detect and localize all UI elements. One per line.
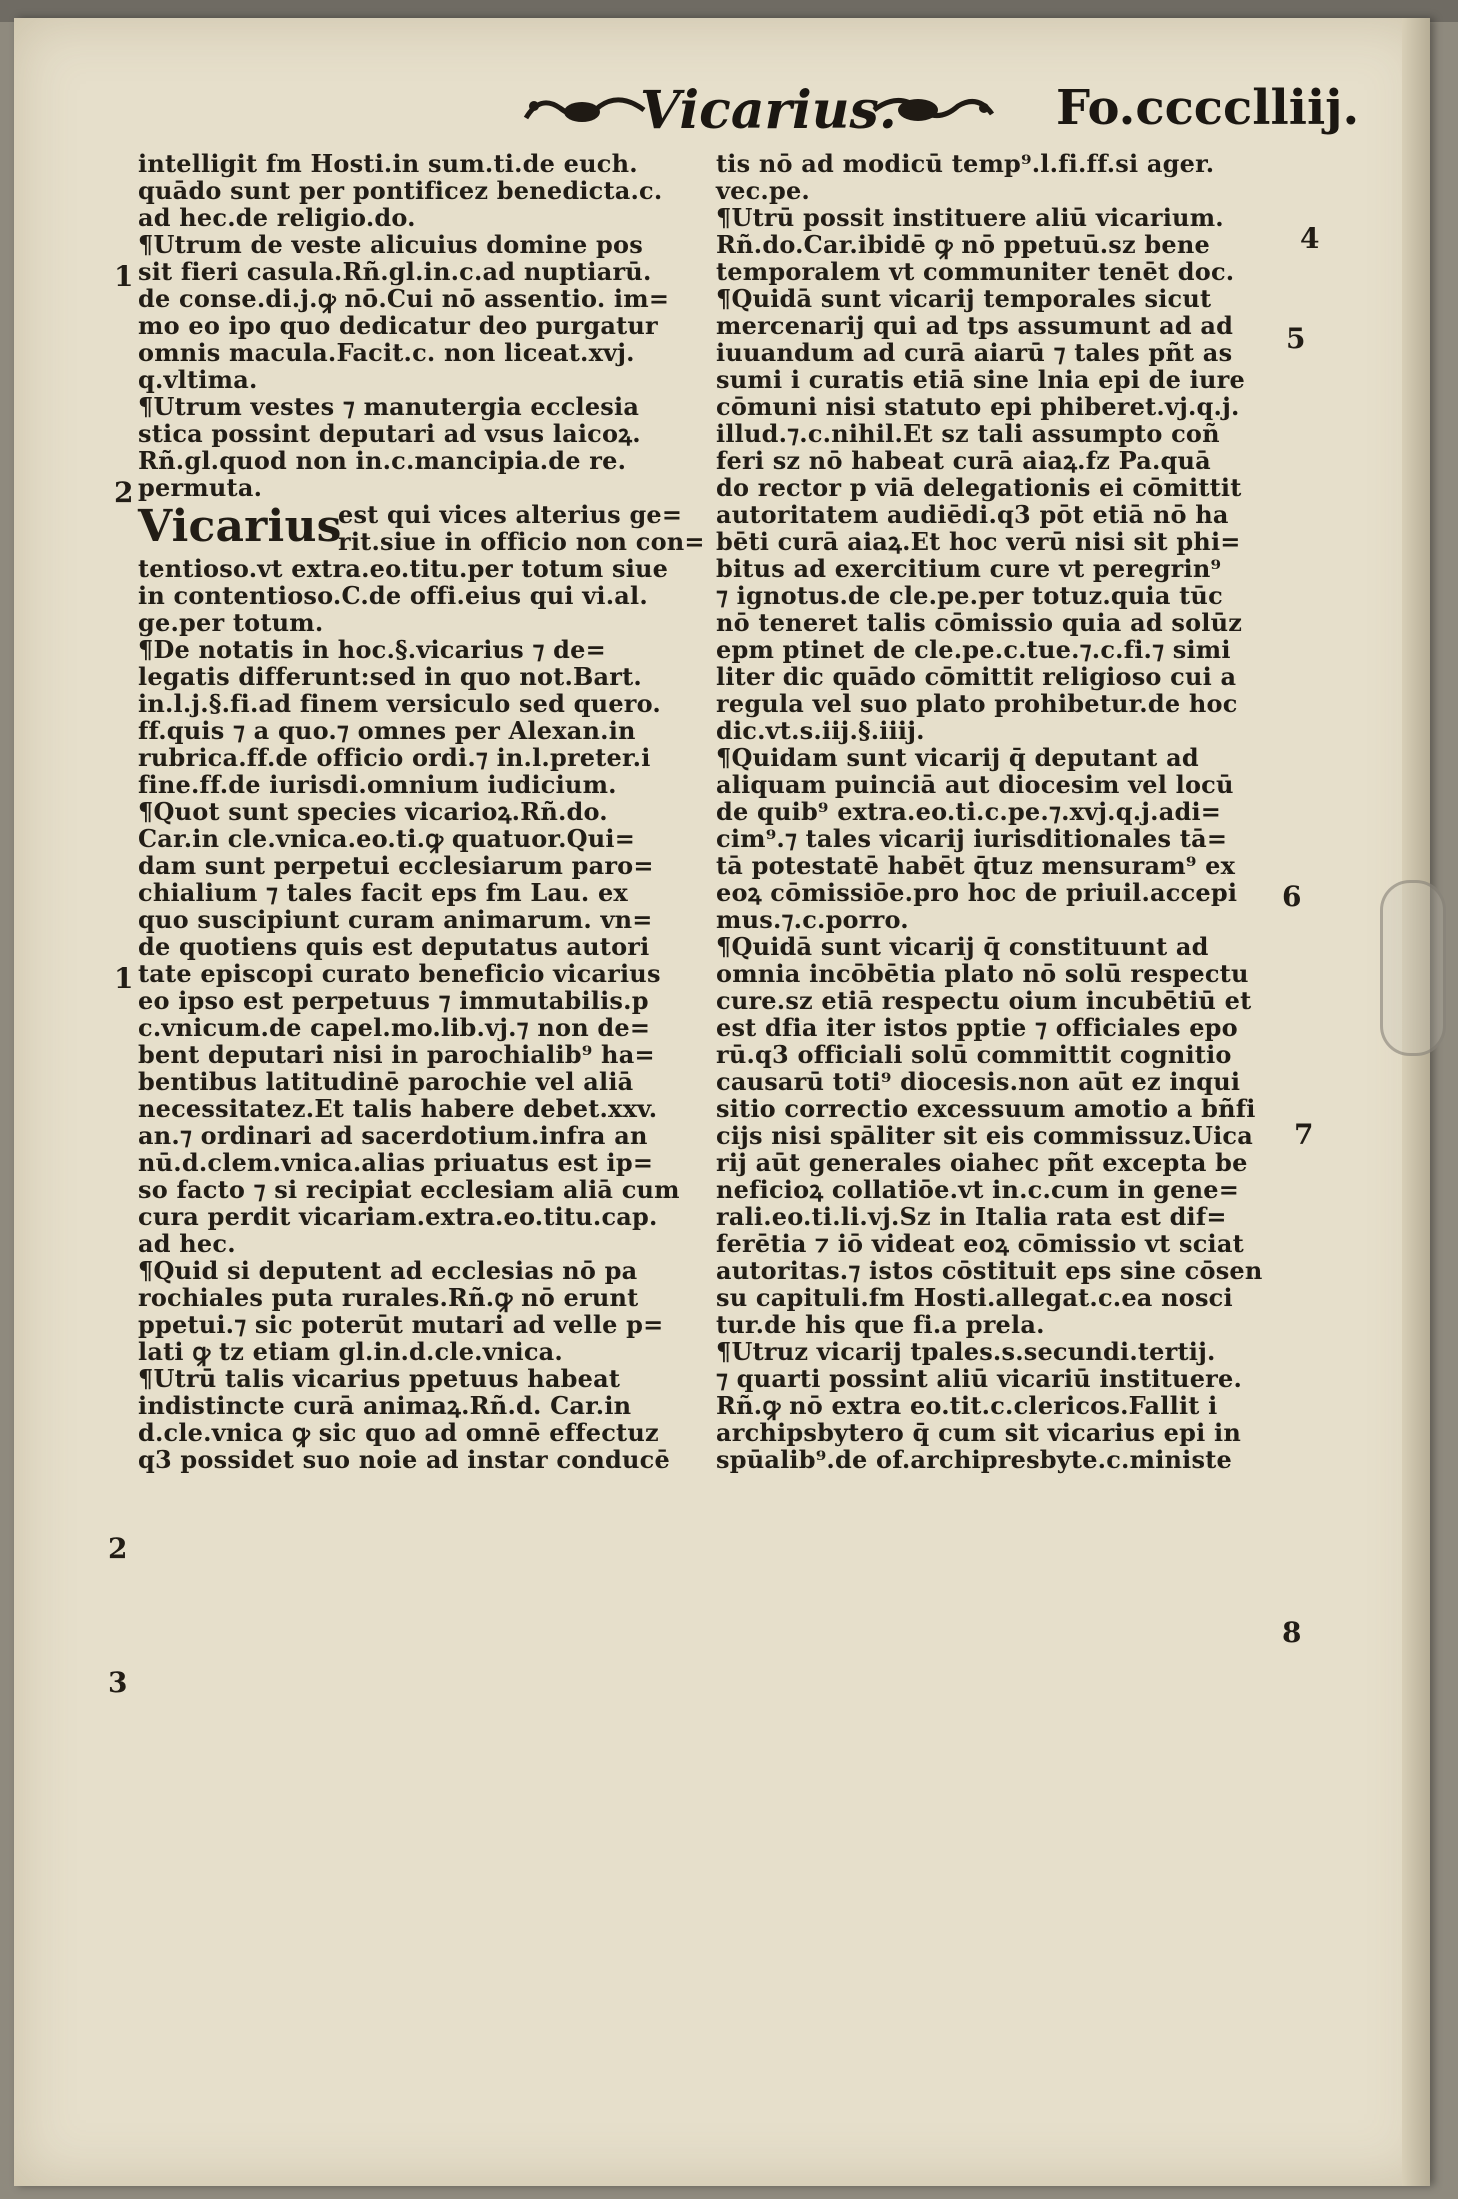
left-line: de quotiens quis est deputatus autori bbox=[138, 932, 650, 961]
right-line: ¶Quidā sunt vicarij temporales sicut bbox=[716, 284, 1212, 313]
right-line: bitus ad exercitium cure vt peregrin⁹ bbox=[716, 554, 1222, 583]
left-line: sit fieri casula.Rñ.gl.in.c.ad nuptiarū. bbox=[138, 257, 652, 286]
right-line: epm ptinet de cle.pe.c.tue.⁊.c.fi.⁊ simi bbox=[716, 635, 1231, 664]
left-line: ¶De notatis in hoc.§.vicarius ⁊ de= bbox=[138, 635, 606, 664]
right-line: autoritatem audiēdi.q3 pōt etiā nō ha bbox=[716, 500, 1229, 529]
left-line: ad hec.de religio.do. bbox=[138, 203, 416, 232]
right-line: neficioꝝ collatiōe.vt in.c.cum in gene= bbox=[716, 1175, 1240, 1204]
left-line: c.vnicum.de capel.mo.lib.vj.⁊ non de= bbox=[138, 1013, 651, 1042]
left-line: de conse.di.j.ꝙ nō.Cui nō assentio. im= bbox=[138, 284, 670, 313]
pilcrow-icon: ¶ bbox=[716, 284, 732, 313]
pilcrow-icon: ¶ bbox=[138, 230, 154, 259]
left-line: bentibus latitudinē parochie vel aliā bbox=[138, 1067, 634, 1096]
right-ornament-icon bbox=[868, 88, 998, 132]
left-column bbox=[138, 150, 718, 1473]
left-ornament-icon bbox=[520, 88, 650, 132]
left-line: stica possint deputari ad vsus laicoꝝ. bbox=[138, 419, 641, 448]
right-line: ¶Utrū possit instituere aliū vicarium. bbox=[716, 203, 1224, 232]
right-line: tā potestatē habēt q̄tuz mensuram⁹ ex bbox=[716, 851, 1236, 880]
right-line: do rector p viā delegationis ei cōmittit bbox=[716, 473, 1242, 502]
pilcrow-icon: ¶ bbox=[138, 635, 154, 664]
left-line: eo ipso est perpetuus ⁊ immutabilis.p bbox=[138, 986, 649, 1015]
right-line: ⁊ ignotus.de cle.pe.per totuz.quia tūc bbox=[716, 581, 1223, 610]
left-line: rochiales puta rurales.Rñ.ꝙ nō erunt bbox=[138, 1283, 639, 1312]
right-line: su capituli.fm Hosti.allegat.c.ea nosci bbox=[716, 1283, 1233, 1312]
right-line: nō teneret talis cōmissio quia ad solūz bbox=[716, 608, 1243, 637]
left-line: ¶Quid si deputent ad ecclesias nō pa bbox=[138, 1256, 638, 1285]
left-line: lati ꝙ tz etiam gl.in.d.cle.vnica. bbox=[138, 1337, 563, 1366]
right-line: regula vel suo plato prohibetur.de hoc bbox=[716, 689, 1238, 718]
margin-number-6: 6 bbox=[1282, 880, 1302, 913]
right-line: autoritas.⁊ istos cōstituit eps sine cōsen bbox=[716, 1256, 1263, 1285]
left-line: necessitatez.Et talis habere debet.xxv. bbox=[138, 1094, 658, 1123]
right-line: dic.vt.s.iij.§.iiij. bbox=[716, 716, 925, 745]
margin-number-3: 3 bbox=[108, 1666, 128, 1699]
right-line: cijs nisi spāliter sit eis commissuz.Uica bbox=[716, 1121, 1253, 1150]
right-line: est dfia iter istos pptie ⁊ officiales epo bbox=[716, 1013, 1238, 1042]
right-column bbox=[716, 150, 1276, 1473]
left-line: ge.per totum. bbox=[138, 608, 324, 637]
initial-word: Vicarius bbox=[138, 501, 342, 552]
left-line: in contentioso.C.de offi.eius qui vi.al. bbox=[138, 581, 648, 610]
right-line: tur.de his que fi.a prela. bbox=[716, 1310, 1045, 1339]
right-line: liter dic quādo cōmittit religioso cui a bbox=[716, 662, 1237, 691]
pilcrow-icon: ¶ bbox=[138, 392, 154, 421]
paper-clip-shadow bbox=[1380, 880, 1446, 1056]
right-line: mus.⁊.c.porro. bbox=[716, 905, 909, 934]
left-line: tate episcopi curato beneficio vicarius bbox=[138, 959, 661, 988]
right-line: Rñ.do.Car.ibidē ꝙ nō ppetuū.sz bene bbox=[716, 230, 1210, 259]
left-line: an.⁊ ordinari ad sacerdotium.infra an bbox=[138, 1121, 648, 1150]
left-line: cura perdit vicariam.extra.eo.titu.cap. bbox=[138, 1202, 658, 1231]
margin-number-4: 4 bbox=[1300, 222, 1320, 255]
pilcrow-icon: ¶ bbox=[716, 1337, 732, 1366]
right-line: sumi i curatis etiā sine lnia epi de iure bbox=[716, 365, 1245, 394]
right-line: vec.pe. bbox=[716, 176, 810, 205]
right-line: mercenarij qui ad tps assumunt ad ad bbox=[716, 311, 1234, 340]
right-line: cure.sz etiā respectu oium incubētiū et bbox=[716, 986, 1252, 1015]
right-line: rali.eo.ti.li.vj.Sz in Italia rata est dif= bbox=[716, 1202, 1227, 1231]
left-line: indistincte curā animaꝝ.Rñ.d. Car.in bbox=[138, 1391, 632, 1420]
right-line: archipsbytero q̄ cum sit vicarius epi in bbox=[716, 1418, 1241, 1447]
left-line: quādo sunt per pontificez benedicta.c. bbox=[138, 176, 663, 205]
left-line: ¶Quot sunt species vicarioꝝ.Rñ.do. bbox=[138, 797, 608, 826]
left-line: Car.in cle.vnica.eo.ti.ꝙ quatuor.Qui= bbox=[138, 824, 636, 853]
right-line: rū.q3 officiali solū committit cognitio bbox=[716, 1040, 1232, 1069]
right-line: ¶Quidā sunt vicarij q̄ constituunt ad bbox=[716, 932, 1209, 961]
left-line: ppetui.⁊ sic poterūt mutari ad velle p= bbox=[138, 1310, 664, 1339]
right-line: omnia incōbētia plato nō solū respectu bbox=[716, 959, 1249, 988]
pilcrow-icon: ¶ bbox=[716, 743, 732, 772]
pilcrow-icon: ¶ bbox=[138, 1364, 154, 1393]
right-line: sitio correctio excessuum amotio a bñfi bbox=[716, 1094, 1256, 1123]
right-line: aliquam puinciā aut diocesim vel locū bbox=[716, 770, 1234, 799]
left-line: rubrica.ff.de officio ordi.⁊ in.l.preter.i bbox=[138, 743, 651, 772]
left-line: chialium ⁊ tales facit eps fm Lau. ex bbox=[138, 878, 628, 907]
pilcrow-icon: ¶ bbox=[138, 797, 154, 826]
left-line: legatis differunt:sed in quo not.Bart. bbox=[138, 662, 642, 691]
left-line: ¶Utrum vestes ⁊ manutergia ecclesia bbox=[138, 392, 640, 421]
right-line: feri sz nō habeat curā aiaꝝ.fz Pa.quā bbox=[716, 446, 1211, 475]
left-line: mo eo ipo quo dedicatur deo purgatur bbox=[138, 311, 658, 340]
left-line: Rñ.gl.quod non in.c.mancipia.de re. bbox=[138, 446, 627, 475]
right-line: ⁊ quarti possint aliū vicariū instituere. bbox=[716, 1364, 1243, 1393]
left-line: q.vltima. bbox=[138, 365, 258, 394]
left-line: ff.quis ⁊ a quo.⁊ omnes per Alexan.in bbox=[138, 716, 636, 745]
right-line: illud.⁊.c.nihil.Et sz tali assumpto coñ bbox=[716, 419, 1220, 448]
left-line: q3 possidet suo noie ad instar conducē bbox=[138, 1445, 670, 1474]
running-head: Vicarius. bbox=[640, 80, 897, 141]
margin-number-1: 1 bbox=[114, 260, 134, 293]
right-line: de quib⁹ extra.eo.ti.c.pe.⁊.xvj.q.j.adi= bbox=[716, 797, 1222, 826]
right-line: Rñ.ꝙ nō extra eo.tit.c.clericos.Fallit i bbox=[716, 1391, 1218, 1420]
right-line: cōmuni nisi statuto epi phiberet.vj.q.j. bbox=[716, 392, 1240, 421]
left-line: tentioso.vt extra.eo.titu.per totum siue bbox=[138, 554, 669, 583]
pilcrow-icon: ¶ bbox=[716, 932, 732, 961]
left-line: so facto ⁊ si recipiat ecclesiam aliā cum bbox=[138, 1175, 680, 1204]
margin-number-5: 5 bbox=[1286, 322, 1306, 355]
left-line: quo suscipiunt curam animarum. vn= bbox=[138, 905, 653, 934]
margin-number-2b: 2 bbox=[108, 1532, 128, 1565]
right-line: spūalib⁹.de of.archipresbyte.c.ministe bbox=[716, 1445, 1232, 1474]
right-line: cim⁹.⁊ tales vicarij iurisditionales tā= bbox=[716, 824, 1228, 853]
left-line: permuta. bbox=[138, 473, 263, 502]
right-line: rij aūt generales oiahec pñt excepta be bbox=[716, 1148, 1248, 1177]
margin-number-1b: 1 bbox=[114, 962, 134, 995]
right-line: tis nō ad modicū temp⁹.l.fi.ff.si ager. bbox=[716, 149, 1215, 178]
right-line: causarū toti⁹ diocesis.non aūt ez inqui bbox=[716, 1067, 1241, 1096]
left-line: ad hec. bbox=[138, 1229, 236, 1258]
margin-number-8: 8 bbox=[1282, 1616, 1302, 1649]
pilcrow-icon: ¶ bbox=[716, 203, 732, 232]
right-line: iuuandum ad curā aiarū ⁊ tales pñt as bbox=[716, 338, 1233, 367]
left-line: omnis macula.Facit.c. non liceat.xvj. bbox=[138, 338, 635, 367]
right-line: bēti curā aiaꝝ.Et hoc verū nisi sit phi= bbox=[716, 527, 1241, 556]
margin-number-2: 2 bbox=[114, 476, 134, 509]
margin-number-7: 7 bbox=[1294, 1118, 1314, 1151]
right-line: temporalem vt communiter tenēt doc. bbox=[716, 257, 1235, 286]
folio-number: Fo.cccclliij. bbox=[1056, 80, 1360, 136]
right-line: eoꝝ cōmissiōe.pro hoc de priuil.accepi bbox=[716, 878, 1238, 907]
left-line: ¶Utrū talis vicarius ppetuus habeat bbox=[138, 1364, 621, 1393]
left-line-initial: Vicarius est qui vices alterius ge= rit.siue in officio non con= bbox=[138, 500, 705, 556]
left-line: in.l.j.§.fi.ad finem versiculo sed quero. bbox=[138, 689, 661, 718]
left-line: dam sunt perpetui ecclesiarum paro= bbox=[138, 851, 654, 880]
left-line: intelligit fm Hosti.in sum.ti.de euch. bbox=[138, 149, 638, 178]
left-line: ¶Utrum de veste alicuius domine pos bbox=[138, 230, 643, 259]
page-edge bbox=[1402, 18, 1430, 2186]
left-line: d.cle.vnica ꝙ sic quo ad omnē effectuz bbox=[138, 1418, 659, 1447]
left-line: fine.ff.de iurisdi.omnium iudicium. bbox=[138, 770, 617, 799]
pilcrow-icon: ¶ bbox=[138, 1256, 154, 1285]
left-line: bent deputari nisi in parochialib⁹ ha= bbox=[138, 1040, 655, 1069]
right-line: ¶Quidam sunt vicarij q̄ deputant ad bbox=[716, 743, 1199, 772]
right-line: ¶Utruz vicarij tpales.s.secundi.tertij. bbox=[716, 1337, 1216, 1366]
left-line: nū.d.clem.vnica.alias priuatus est ip= bbox=[138, 1148, 654, 1177]
right-line: ferētia ⁊ iō videat eoꝝ cōmissio vt sciat bbox=[716, 1229, 1244, 1258]
